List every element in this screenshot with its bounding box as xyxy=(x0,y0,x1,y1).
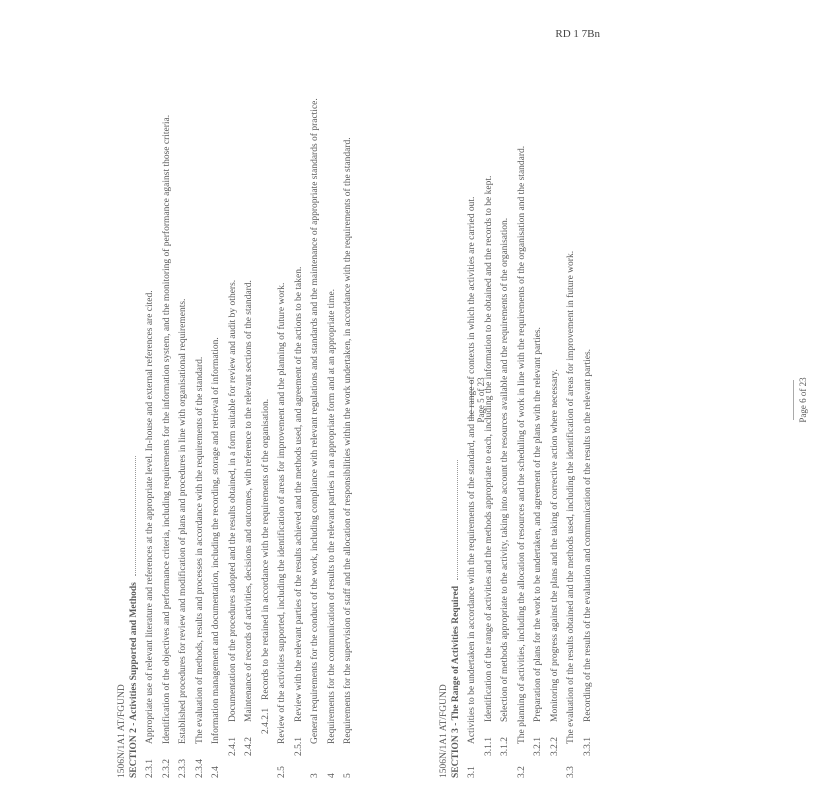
item-number: 3.1.2 xyxy=(500,737,510,756)
list-item xyxy=(566,28,578,778)
item-text: Identification of the objectives and performance criteria, including requirements for the information system, and the monitoring of performance against those criteria. xyxy=(161,114,172,744)
item-text: Recording of the results of the evaluation and communication of the results to the relevant parties. xyxy=(582,348,593,722)
item-text: Selection of methods appropriate to the activity, taking into account the resources available and the requirements of the organisation. xyxy=(500,217,510,722)
right-page-header xyxy=(439,18,462,778)
item-text: Review of the activities supported, including the identification of areas for improvement and the planning of future work. xyxy=(277,282,287,744)
right-page-footer xyxy=(793,0,810,800)
item-text: Activities to be undertaken in accordance with the requirements of the standard, and the range of contexts in which the activities are carried out. xyxy=(467,196,477,744)
item-number: 2.3.2 xyxy=(161,759,172,778)
list-item xyxy=(162,28,174,778)
right-page-number: Page 6 of 23 xyxy=(797,377,808,423)
item-text: Maintenance of records of activities, decisions and outcomes, with reference to the relevant sections of the standard. xyxy=(244,280,254,722)
list-item xyxy=(211,28,223,778)
item-number: 3.3.1 xyxy=(582,737,593,756)
header-rule xyxy=(135,456,136,576)
left-page-header xyxy=(117,18,140,778)
item-number: 3.2 xyxy=(516,766,527,778)
item-number: 3.1.1 xyxy=(483,737,494,756)
item-number: 3.3 xyxy=(566,766,576,778)
item-text: Records to be retained in accordance with the requirements of the organisation. xyxy=(260,398,271,700)
document-id: RD 1 7Bn xyxy=(555,28,600,40)
left-header-line1: 1506N/1A1 AT/FGUND xyxy=(117,684,127,778)
item-number: 2.3.4 xyxy=(194,759,205,778)
item-text: Established procedures for review and modification of plans and procedures in line with organisational requirements. xyxy=(178,298,188,744)
item-text: Identification of the range of activities and the methods appropriate to each, including the information to be obtained and the records to be kept. xyxy=(483,175,494,722)
left-page-body xyxy=(145,28,360,778)
left-header-line2: SECTION 2 - Activities Supported and Methods xyxy=(128,582,139,778)
item-number: 4 xyxy=(326,773,337,778)
item-text: Documentation of the procedures adopted and the results obtained, in a form suitable for review and audit by others. xyxy=(227,279,238,722)
list-item xyxy=(294,28,306,778)
list-item xyxy=(550,28,562,778)
item-number: 5 xyxy=(343,773,353,778)
list-item xyxy=(467,28,479,778)
item-number: 2.5.1 xyxy=(293,737,304,756)
list-item xyxy=(228,28,240,778)
list-item xyxy=(517,28,529,778)
list-item xyxy=(195,28,207,778)
item-number: 3.2.2 xyxy=(549,737,560,756)
item-number: 3 xyxy=(310,773,320,778)
list-item xyxy=(310,28,322,778)
list-item xyxy=(484,28,496,778)
list-item xyxy=(178,28,190,778)
item-text: Information management and documentation, including the recording, storage and retrieval of information. xyxy=(211,337,221,744)
item-text: Requirements for the communication of results to the relevant parties in an appropriate form and at an appropriate time. xyxy=(326,288,337,744)
list-item xyxy=(343,28,355,778)
item-text: The evaluation of the results obtained and the methods used, including the identification of areas for improvement in future work. xyxy=(566,250,576,744)
item-text: General requirements for the conduct of the work, including compliance with relevant regulations and standards and the maintenance of appropriate standards of practice. xyxy=(310,98,320,744)
item-number: 2.5 xyxy=(277,766,287,778)
right-header-line1: 1506N/1A1 AT/FGUND xyxy=(439,684,449,778)
item-number: 2.4.1 xyxy=(227,737,238,756)
footer-rule xyxy=(793,380,794,420)
item-number: 3.2.1 xyxy=(533,737,543,756)
item-number: 2.3.3 xyxy=(178,759,188,778)
list-item xyxy=(500,28,512,778)
list-item xyxy=(583,28,595,778)
item-number: 2.4.2 xyxy=(244,737,254,756)
item-number: 2.4 xyxy=(211,766,221,778)
item-number: 3.1 xyxy=(467,766,477,778)
item-text: The evaluation of methods, results and processes in accordance with the requirements of the standard. xyxy=(194,356,205,744)
left-page-number: Page 5 of 23 xyxy=(475,377,486,423)
item-number: 2.3.1 xyxy=(145,759,155,778)
right-page xyxy=(437,0,817,800)
list-item xyxy=(327,28,339,778)
item-text: The planning of activities, including the allocation of resources and the scheduling of work in line with the requirements of the organisation and the standard. xyxy=(516,145,527,744)
header-rule xyxy=(457,460,458,580)
item-text: Appropriate use of relevant literature and references at the appropriate level. In-house and external references are cited. xyxy=(145,290,155,744)
item-text: Review with the relevant parties of the results achieved and the methods used, and agreement of the actions to be taken. xyxy=(293,266,304,722)
list-item xyxy=(277,28,289,778)
right-header-line2: SECTION 3 - The Range of Activities Required xyxy=(450,585,461,778)
list-item xyxy=(244,28,256,778)
list-item xyxy=(145,28,157,778)
item-text: Monitoring of progress against the plans and the taking of corrective action where necessary. xyxy=(549,369,560,722)
right-page-body xyxy=(467,28,599,778)
item-text: Preparation of plans for the work to be undertaken, and agreement of the plans with the relevant parties. xyxy=(533,327,543,722)
item-text: Requirements for the supervision of staff and the allocation of responsibilities within the work undertaken, in accordance with the requirements of the standard. xyxy=(343,137,353,744)
item-number: 2.4.2.1 xyxy=(260,707,271,734)
list-item xyxy=(533,28,545,778)
list-item xyxy=(261,28,273,778)
